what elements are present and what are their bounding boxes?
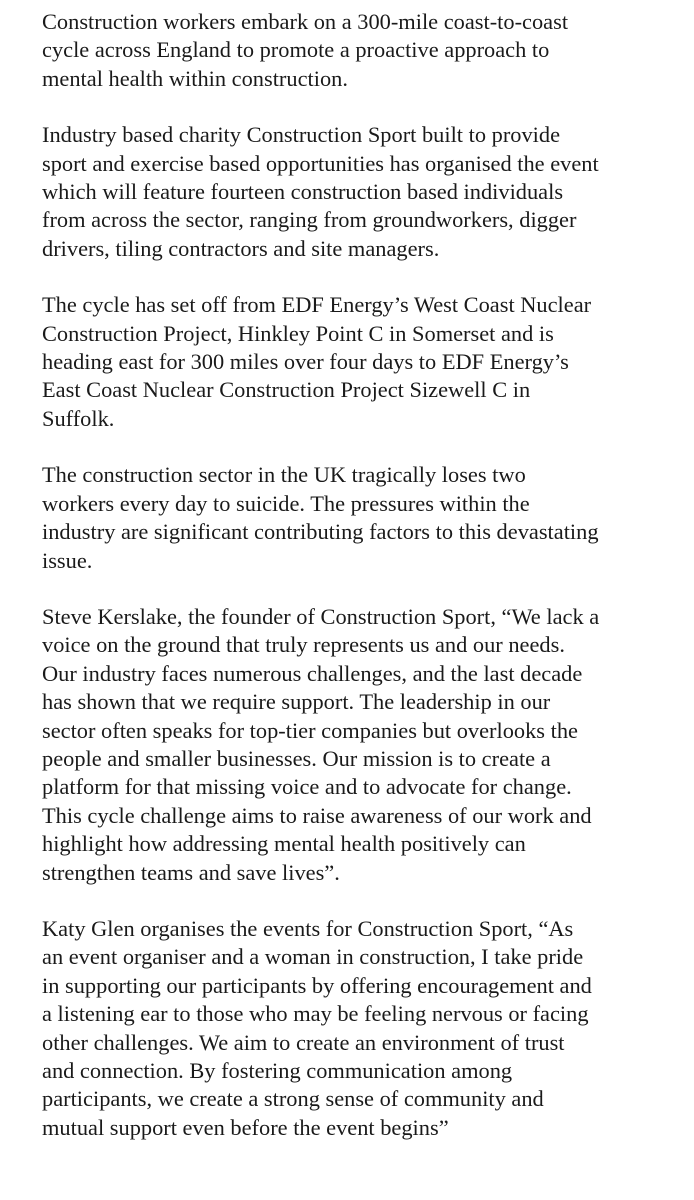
paragraph-line: Steve Kerslake, the founder of Construction Sport, “We lack a: [42, 603, 600, 629]
paragraph-route: [42, 291, 682, 433]
paragraph-line: which will feature fourteen construction based individuals: [42, 179, 564, 205]
paragraph-line: workers every day to suicide. The pressures within the: [42, 490, 530, 516]
paragraph-organiser-quote: [42, 915, 682, 1142]
paragraph-line: in supporting our participants by offering encouragement and: [42, 972, 592, 998]
paragraph-founder-quote: [42, 603, 682, 887]
paragraph-statistics: [42, 461, 682, 575]
paragraph-intro: [42, 8, 682, 93]
paragraph-line: The construction sector in the UK tragically loses two: [42, 462, 526, 488]
paragraph-line: Industry based charity Construction Sport built to provide: [42, 122, 561, 148]
paragraph-line: industry are significant contributing factors to this devastating: [42, 519, 599, 545]
paragraph-line: mutual support even before the event begins”: [42, 1114, 449, 1140]
paragraph-line: East Coast Nuclear Construction Project Sizewell C in: [42, 377, 531, 403]
paragraph-line: issue.: [42, 547, 93, 573]
paragraph-line: Our industry faces numerous challenges, and the last decade: [42, 660, 583, 686]
paragraph-line: people and smaller businesses. Our mission is to create a: [42, 745, 551, 771]
paragraph-line: highlight how addressing mental health positively can: [42, 831, 526, 857]
paragraph-line: cycle across England to promote a proactive approach to: [42, 37, 550, 63]
paragraph-line: Construction Project, Hinkley Point C in Somerset and is: [42, 320, 554, 346]
paragraph-line: has shown that we require support. The leadership in our: [42, 689, 551, 715]
paragraph-line: heading east for 300 miles over four days to EDF Energy’s: [42, 349, 569, 375]
paragraph-line: an event organiser and a woman in construction, I take pride: [42, 944, 584, 970]
paragraph-line: Suffolk.: [42, 405, 115, 431]
paragraph-line: This cycle challenge aims to raise awareness of our work and: [42, 802, 592, 828]
paragraph-line: sector often speaks for top-tier companies but overlooks the: [42, 717, 578, 743]
paragraph-line: and connection. By fostering communication among: [42, 1058, 513, 1083]
paragraph-line: mental health within construction.: [42, 65, 348, 91]
paragraph-line: drivers, tiling contractors and site managers.: [42, 235, 440, 261]
paragraph-line: a listening ear to those who may be feeling nervous or facing: [42, 1001, 589, 1027]
paragraph-line: The cycle has set off from EDF Energy’s West Coast Nuclear: [42, 292, 592, 318]
paragraph-line: sport and exercise based opportunities has organised the event: [42, 150, 599, 176]
paragraph-line: strengthen teams and save lives”.: [42, 859, 340, 885]
paragraph-line: Katy Glen organises the events for Construction Sport, “As: [42, 915, 574, 941]
paragraph-line: voice on the ground that truly represents us and our needs.: [42, 632, 565, 658]
paragraph-line: participants, we create a strong sense of community and: [42, 1086, 544, 1112]
paragraph-charity: [42, 121, 682, 263]
paragraph-line: other challenges. We aim to create an environment of trust: [42, 1029, 565, 1055]
paragraph-line: Construction workers embark on a 300-mile coast-to-coast: [42, 9, 569, 34]
paragraph-line: platform for that missing voice and to advocate for change.: [42, 774, 572, 800]
paragraph-line: from across the sector, ranging from groundworkers, digger: [42, 207, 577, 233]
article-body: [42, 8, 682, 1170]
